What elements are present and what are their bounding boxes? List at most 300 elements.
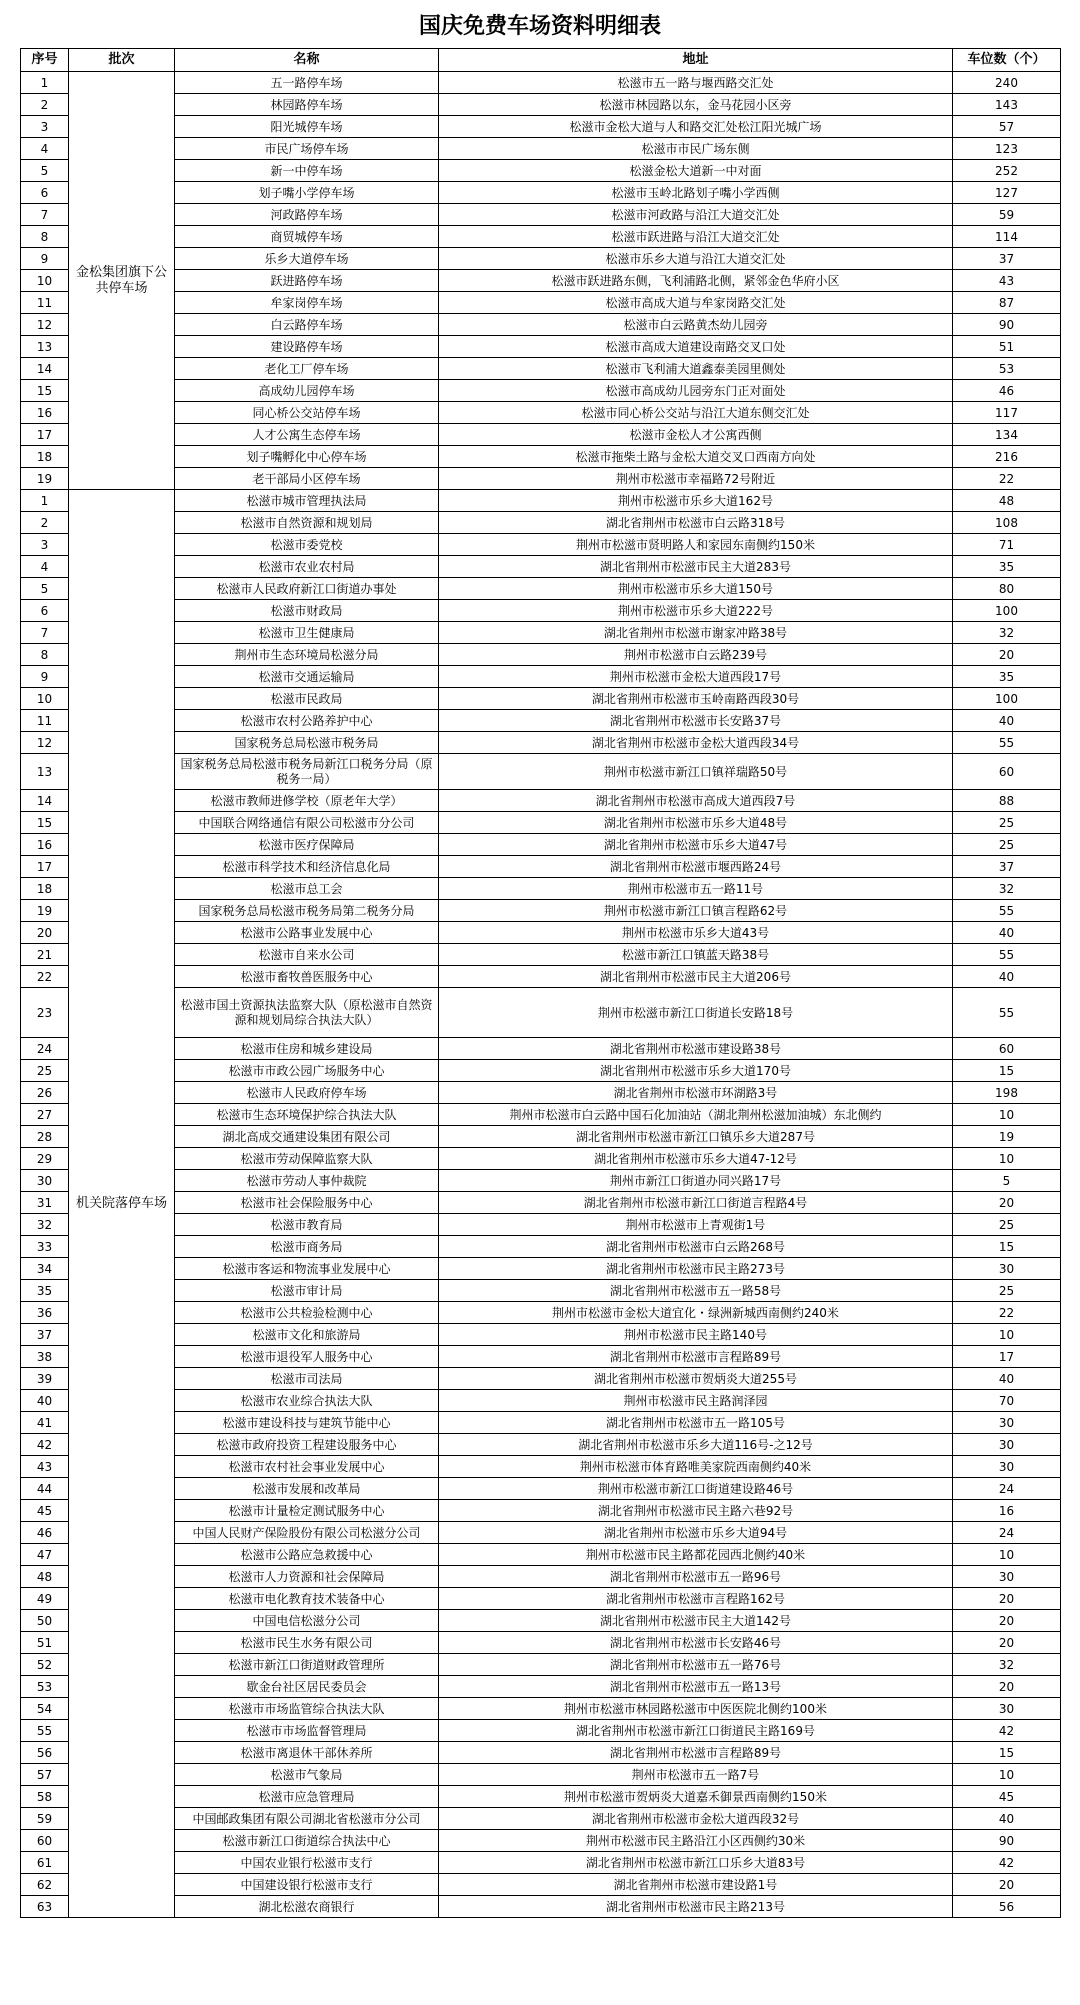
- table-row: [21, 1346, 1061, 1368]
- name-cell: 国家税务总局松滋市税务局: [175, 732, 439, 754]
- spaces-cell: 25: [953, 834, 1061, 856]
- spaces-cell: 20: [953, 644, 1061, 666]
- header-no: 序号: [21, 49, 69, 72]
- name-cell: 松滋市交通运输局: [175, 666, 439, 688]
- row-number: 23: [21, 988, 69, 1038]
- name-cell: 松滋市总工会: [175, 878, 439, 900]
- spaces-cell: 5: [953, 1170, 1061, 1192]
- spaces-cell: 40: [953, 710, 1061, 732]
- name-cell: 松滋市住房和城乡建设局: [175, 1038, 439, 1060]
- name-cell: 划子嘴小学停车场: [175, 182, 439, 204]
- table-row: [21, 644, 1061, 666]
- table-row: [21, 1148, 1061, 1170]
- address-cell: 荆州市松滋市金松大道西段17号: [439, 666, 953, 688]
- spaces-cell: 143: [953, 94, 1061, 116]
- address-cell: 湖北省荆州市松滋市新江口街道言程路4号: [439, 1192, 953, 1214]
- spaces-cell: 87: [953, 292, 1061, 314]
- name-cell: 松滋市公共检验检测中心: [175, 1302, 439, 1324]
- name-cell: 国家税务总局松滋市税务局新江口税务分局（原税务一局）: [175, 754, 439, 790]
- name-cell: 老化工厂停车场: [175, 358, 439, 380]
- address-cell: 荆州市松滋市白云路239号: [439, 644, 953, 666]
- spaces-cell: 55: [953, 900, 1061, 922]
- row-number: 10: [21, 270, 69, 292]
- name-cell: 松滋市应急管理局: [175, 1786, 439, 1808]
- name-cell: 松滋市生态环境保护综合执法大队: [175, 1104, 439, 1126]
- row-number: 16: [21, 402, 69, 424]
- name-cell: 高成幼儿园停车场: [175, 380, 439, 402]
- spaces-cell: 240: [953, 72, 1061, 94]
- name-cell: 松滋市气象局: [175, 1764, 439, 1786]
- spaces-cell: 40: [953, 966, 1061, 988]
- address-cell: 松滋市林园路以东，金马花园小区旁: [439, 94, 953, 116]
- row-number: 32: [21, 1214, 69, 1236]
- row-number: 6: [21, 182, 69, 204]
- row-number: 22: [21, 966, 69, 988]
- table-row: [21, 138, 1061, 160]
- address-cell: 湖北省荆州市松滋市乐乡大道47-12号: [439, 1148, 953, 1170]
- name-cell: 湖北高成交通建设集团有限公司: [175, 1126, 439, 1148]
- address-cell: 荆州市松滋市体育路唯美家院西南侧约40米: [439, 1456, 953, 1478]
- address-cell: 湖北省荆州市松滋市五一路96号: [439, 1566, 953, 1588]
- row-number: 11: [21, 710, 69, 732]
- row-number: 18: [21, 878, 69, 900]
- address-cell: 荆州市新江口街道办同兴路17号: [439, 1170, 953, 1192]
- address-cell: 松滋市高成大道与牟家岗路交汇处: [439, 292, 953, 314]
- page-title: 国庆免费车场资料明细表: [418, 13, 661, 39]
- name-cell: 歇金台社区居民委员会: [175, 1676, 439, 1698]
- row-number: 61: [21, 1852, 69, 1874]
- spaces-cell: 100: [953, 688, 1061, 710]
- name-cell: 老干部局小区停车场: [175, 468, 439, 490]
- spaces-cell: 60: [953, 754, 1061, 790]
- address-cell: 湖北省荆州市松滋市五一路13号: [439, 1676, 953, 1698]
- spaces-cell: 32: [953, 622, 1061, 644]
- table-row: [21, 754, 1061, 790]
- table-row: [21, 1126, 1061, 1148]
- address-cell: 荆州市松滋市五一路7号: [439, 1764, 953, 1786]
- spaces-cell: 70: [953, 1390, 1061, 1412]
- name-cell: 乐乡大道停车场: [175, 248, 439, 270]
- row-number: 31: [21, 1192, 69, 1214]
- row-number: 60: [21, 1830, 69, 1852]
- table-row: [21, 1742, 1061, 1764]
- address-cell: 荆州市松滋市民主路沿江小区西侧约30米: [439, 1830, 953, 1852]
- address-cell: 荆州市松滋市乐乡大道222号: [439, 600, 953, 622]
- spaces-cell: 35: [953, 556, 1061, 578]
- table-row: [21, 1610, 1061, 1632]
- row-number: 46: [21, 1522, 69, 1544]
- table-row: [21, 812, 1061, 834]
- spaces-cell: 30: [953, 1698, 1061, 1720]
- address-cell: 湖北省荆州市松滋市高成大道西段7号: [439, 790, 953, 812]
- spaces-cell: 30: [953, 1434, 1061, 1456]
- address-cell: 湖北省荆州市松滋市乐乡大道116号-之12号: [439, 1434, 953, 1456]
- row-number: 45: [21, 1500, 69, 1522]
- table-row: [21, 710, 1061, 732]
- table-row: [21, 966, 1061, 988]
- address-cell: 荆州市松滋市乐乡大道43号: [439, 922, 953, 944]
- row-number: 5: [21, 578, 69, 600]
- table-row: [21, 468, 1061, 490]
- name-cell: 松滋市农村社会事业发展中心: [175, 1456, 439, 1478]
- address-cell: 荆州市松滋市幸福路72号附近: [439, 468, 953, 490]
- name-cell: 牟家岗停车场: [175, 292, 439, 314]
- spaces-cell: 252: [953, 160, 1061, 182]
- table-row: [21, 666, 1061, 688]
- row-number: 50: [21, 1610, 69, 1632]
- name-cell: 同心桥公交站停车场: [175, 402, 439, 424]
- row-number: 33: [21, 1236, 69, 1258]
- table-row: [21, 160, 1061, 182]
- address-cell: 荆州市松滋市新江口镇言程路62号: [439, 900, 953, 922]
- table-row: [21, 732, 1061, 754]
- table-row: [21, 1324, 1061, 1346]
- row-number: 47: [21, 1544, 69, 1566]
- spaces-cell: 10: [953, 1104, 1061, 1126]
- name-cell: 松滋市城市管理执法局: [175, 490, 439, 512]
- table-row: [21, 1192, 1061, 1214]
- name-cell: 跃进路停车场: [175, 270, 439, 292]
- spaces-cell: 10: [953, 1148, 1061, 1170]
- name-cell: 松滋市计量检定测试服务中心: [175, 1500, 439, 1522]
- address-cell: 松滋市金松大道与人和路交汇处松江阳光城广场: [439, 116, 953, 138]
- name-cell: 松滋市农业综合执法大队: [175, 1390, 439, 1412]
- table-row: [21, 424, 1061, 446]
- table-row: [21, 1236, 1061, 1258]
- spaces-cell: 45: [953, 1786, 1061, 1808]
- header-batch: 批次: [69, 49, 175, 72]
- spaces-cell: 32: [953, 878, 1061, 900]
- row-number: 25: [21, 1060, 69, 1082]
- address-cell: 松滋市乐乡大道与沿江大道交汇处: [439, 248, 953, 270]
- name-cell: 市民广场停车场: [175, 138, 439, 160]
- table-row: [21, 578, 1061, 600]
- name-cell: 松滋市审计局: [175, 1280, 439, 1302]
- name-cell: 松滋市财政局: [175, 600, 439, 622]
- table-row: [21, 1676, 1061, 1698]
- spaces-cell: 114: [953, 226, 1061, 248]
- address-cell: 湖北省荆州市松滋市言程路162号: [439, 1588, 953, 1610]
- spaces-cell: 127: [953, 182, 1061, 204]
- row-number: 20: [21, 922, 69, 944]
- row-number: 19: [21, 468, 69, 490]
- parking-table: [20, 48, 1061, 1918]
- name-cell: 松滋市商务局: [175, 1236, 439, 1258]
- address-cell: 湖北省荆州市松滋市堰西路24号: [439, 856, 953, 878]
- address-cell: 松滋市新江口镇蓝天路38号: [439, 944, 953, 966]
- address-cell: 湖北省荆州市松滋市五一路58号: [439, 1280, 953, 1302]
- table-row: [21, 1698, 1061, 1720]
- address-cell: 荆州市松滋市贺炳炎大道嘉禾御景西南侧约150米: [439, 1786, 953, 1808]
- address-cell: 湖北省荆州市松滋市新江口乐乡大道83号: [439, 1852, 953, 1874]
- header-spaces: 车位数（个）: [953, 49, 1061, 72]
- row-number: 12: [21, 314, 69, 336]
- spaces-cell: 88: [953, 790, 1061, 812]
- address-cell: 荆州市松滋市新江口街道长安路18号: [439, 988, 953, 1038]
- name-cell: 松滋市司法局: [175, 1368, 439, 1390]
- spaces-cell: 25: [953, 1280, 1061, 1302]
- name-cell: 商贸城停车场: [175, 226, 439, 248]
- address-cell: 湖北省荆州市松滋市乐乡大道48号: [439, 812, 953, 834]
- address-cell: 湖北省荆州市松滋市金松大道西段34号: [439, 732, 953, 754]
- spaces-cell: 10: [953, 1544, 1061, 1566]
- table-row: [21, 1720, 1061, 1742]
- spaces-cell: 37: [953, 856, 1061, 878]
- name-cell: 新一中停车场: [175, 160, 439, 182]
- address-cell: 湖北省荆州市松滋市建设路1号: [439, 1874, 953, 1896]
- row-number: 10: [21, 688, 69, 710]
- address-cell: 湖北省荆州市松滋市民主路213号: [439, 1896, 953, 1918]
- name-cell: 松滋市社会保险服务中心: [175, 1192, 439, 1214]
- spaces-cell: 17: [953, 1346, 1061, 1368]
- table-row: [21, 204, 1061, 226]
- table-row: [21, 1830, 1061, 1852]
- row-number: 39: [21, 1368, 69, 1390]
- table-row: [21, 1566, 1061, 1588]
- name-cell: 中国联合网络通信有限公司松滋市分公司: [175, 812, 439, 834]
- address-cell: 湖北省荆州市松滋市长安路37号: [439, 710, 953, 732]
- spaces-cell: 90: [953, 314, 1061, 336]
- address-cell: 荆州市松滋市贤明路人和家园东南侧约150米: [439, 534, 953, 556]
- row-number: 4: [21, 138, 69, 160]
- table-row: [21, 446, 1061, 468]
- spaces-cell: 35: [953, 666, 1061, 688]
- name-cell: 松滋市市场监管综合执法大队: [175, 1698, 439, 1720]
- row-number: 2: [21, 94, 69, 116]
- name-cell: 松滋市退役军人服务中心: [175, 1346, 439, 1368]
- row-number: 1: [21, 490, 69, 512]
- spaces-cell: 22: [953, 1302, 1061, 1324]
- name-cell: 松滋市人民政府停车场: [175, 1082, 439, 1104]
- spaces-cell: 55: [953, 732, 1061, 754]
- name-cell: 松滋市发展和改革局: [175, 1478, 439, 1500]
- address-cell: 松滋市高成幼儿园旁东门正对面处: [439, 380, 953, 402]
- name-cell: 划子嘴孵化中心停车场: [175, 446, 439, 468]
- table-row: [21, 1302, 1061, 1324]
- table-row: [21, 402, 1061, 424]
- row-number: 49: [21, 1588, 69, 1610]
- row-number: 44: [21, 1478, 69, 1500]
- row-number: 58: [21, 1786, 69, 1808]
- address-cell: 湖北省荆州市松滋市新江口镇乐乡大道287号: [439, 1126, 953, 1148]
- table-row: [21, 1500, 1061, 1522]
- table-row: [21, 1874, 1061, 1896]
- spaces-cell: 53: [953, 358, 1061, 380]
- row-number: 13: [21, 754, 69, 790]
- name-cell: 人才公寓生态停车场: [175, 424, 439, 446]
- table-row: [21, 1478, 1061, 1500]
- address-cell: 湖北省荆州市松滋市乐乡大道170号: [439, 1060, 953, 1082]
- row-number: 24: [21, 1038, 69, 1060]
- address-cell: 松滋市跃进路东侧，飞利浦路北侧，紧邻金色华府小区: [439, 270, 953, 292]
- row-number: 7: [21, 622, 69, 644]
- spaces-cell: 10: [953, 1764, 1061, 1786]
- row-number: 30: [21, 1170, 69, 1192]
- spaces-cell: 24: [953, 1522, 1061, 1544]
- table-row: [21, 490, 1061, 512]
- spaces-cell: 25: [953, 1214, 1061, 1236]
- address-cell: 松滋市市民广场东侧: [439, 138, 953, 160]
- row-number: 14: [21, 358, 69, 380]
- name-cell: 中国电信松滋分公司: [175, 1610, 439, 1632]
- spaces-cell: 48: [953, 490, 1061, 512]
- spaces-cell: 20: [953, 1192, 1061, 1214]
- spaces-cell: 60: [953, 1038, 1061, 1060]
- table-row: [21, 314, 1061, 336]
- spaces-cell: 216: [953, 446, 1061, 468]
- table-row: [21, 1434, 1061, 1456]
- row-number: 55: [21, 1720, 69, 1742]
- name-cell: 松滋市国土资源执法监察大队（原松滋市自然资源和规划局综合执法大队）: [175, 988, 439, 1038]
- table-row: [21, 380, 1061, 402]
- name-cell: 松滋市畜牧兽医服务中心: [175, 966, 439, 988]
- address-cell: 松滋市同心桥公交站与沿江大道东侧交汇处: [439, 402, 953, 424]
- table-row: [21, 1412, 1061, 1434]
- spaces-cell: 46: [953, 380, 1061, 402]
- row-number: 16: [21, 834, 69, 856]
- row-number: 19: [21, 900, 69, 922]
- row-number: 6: [21, 600, 69, 622]
- row-number: 13: [21, 336, 69, 358]
- spaces-cell: 10: [953, 1324, 1061, 1346]
- address-cell: 荆州市松滋市民主路140号: [439, 1324, 953, 1346]
- table-row: [21, 1104, 1061, 1126]
- table-row: [21, 1060, 1061, 1082]
- table-row: [21, 1214, 1061, 1236]
- address-cell: 湖北省荆州市松滋市民主路六巷92号: [439, 1500, 953, 1522]
- spaces-cell: 108: [953, 512, 1061, 534]
- table-row: [21, 988, 1061, 1038]
- name-cell: 松滋市委党校: [175, 534, 439, 556]
- spaces-cell: 20: [953, 1632, 1061, 1654]
- address-cell: 荆州市松滋市乐乡大道162号: [439, 490, 953, 512]
- name-cell: 松滋市公路事业发展中心: [175, 922, 439, 944]
- row-number: 27: [21, 1104, 69, 1126]
- spaces-cell: 42: [953, 1720, 1061, 1742]
- name-cell: 松滋市民政局: [175, 688, 439, 710]
- name-cell: 松滋市劳动人事仲裁院: [175, 1170, 439, 1192]
- row-number: 5: [21, 160, 69, 182]
- name-cell: 国家税务总局松滋市税务局第二税务分局: [175, 900, 439, 922]
- name-cell: 松滋市政府投资工程建设服务中心: [175, 1434, 439, 1456]
- address-cell: 湖北省荆州市松滋市民主大道283号: [439, 556, 953, 578]
- spaces-cell: 20: [953, 1676, 1061, 1698]
- table-row: [21, 1632, 1061, 1654]
- table-row: [21, 336, 1061, 358]
- row-number: 29: [21, 1148, 69, 1170]
- row-number: 40: [21, 1390, 69, 1412]
- address-cell: 湖北省荆州市松滋市环湖路3号: [439, 1082, 953, 1104]
- row-number: 41: [21, 1412, 69, 1434]
- row-number: 63: [21, 1896, 69, 1918]
- address-cell: 湖北省荆州市松滋市长安路46号: [439, 1632, 953, 1654]
- table-row: [21, 1544, 1061, 1566]
- spaces-cell: 30: [953, 1412, 1061, 1434]
- spaces-cell: 20: [953, 1610, 1061, 1632]
- row-number: 35: [21, 1280, 69, 1302]
- spaces-cell: 55: [953, 944, 1061, 966]
- row-number: 51: [21, 1632, 69, 1654]
- table-row: [21, 226, 1061, 248]
- row-number: 18: [21, 446, 69, 468]
- table-row: [21, 1456, 1061, 1478]
- spaces-cell: 20: [953, 1874, 1061, 1896]
- address-cell: 松滋市五一路与堰西路交汇处: [439, 72, 953, 94]
- row-number: 21: [21, 944, 69, 966]
- row-number: 54: [21, 1698, 69, 1720]
- batch-cell: 机关院落停车场: [69, 490, 175, 1918]
- address-cell: 松滋市高成大道建设南路交叉口处: [439, 336, 953, 358]
- address-cell: 湖北省荆州市松滋市民主大道142号: [439, 1610, 953, 1632]
- name-cell: 松滋市离退休干部休养所: [175, 1742, 439, 1764]
- name-cell: 林园路停车场: [175, 94, 439, 116]
- table-row: [21, 512, 1061, 534]
- spaces-cell: 37: [953, 248, 1061, 270]
- row-number: 59: [21, 1808, 69, 1830]
- row-number: 52: [21, 1654, 69, 1676]
- spaces-cell: 25: [953, 812, 1061, 834]
- name-cell: 荆州市生态环境局松滋分局: [175, 644, 439, 666]
- spaces-cell: 30: [953, 1566, 1061, 1588]
- table-row: [21, 1038, 1061, 1060]
- spaces-cell: 42: [953, 1852, 1061, 1874]
- name-cell: 松滋市农村公路养护中心: [175, 710, 439, 732]
- spaces-cell: 56: [953, 1896, 1061, 1918]
- name-cell: 松滋市文化和旅游局: [175, 1324, 439, 1346]
- address-cell: 湖北省荆州市松滋市白云路318号: [439, 512, 953, 534]
- name-cell: 松滋市农业农村局: [175, 556, 439, 578]
- address-cell: 松滋市白云路黄杰幼儿园旁: [439, 314, 953, 336]
- spaces-cell: 40: [953, 922, 1061, 944]
- spaces-cell: 59: [953, 204, 1061, 226]
- address-cell: 湖北省荆州市松滋市贺炳炎大道255号: [439, 1368, 953, 1390]
- name-cell: 五一路停车场: [175, 72, 439, 94]
- row-number: 3: [21, 534, 69, 556]
- row-number: 48: [21, 1566, 69, 1588]
- table-row: [21, 1522, 1061, 1544]
- table-row: [21, 1654, 1061, 1676]
- address-cell: 松滋市拖柴土路与金松大道交叉口西南方向处: [439, 446, 953, 468]
- name-cell: 松滋市建设科技与建筑节能中心: [175, 1412, 439, 1434]
- row-number: 8: [21, 226, 69, 248]
- name-cell: 松滋市电化教育技术装备中心: [175, 1588, 439, 1610]
- row-number: 36: [21, 1302, 69, 1324]
- table-row: [21, 94, 1061, 116]
- table-row: [21, 1808, 1061, 1830]
- name-cell: 中国人民财产保险股份有限公司松滋分公司: [175, 1522, 439, 1544]
- address-cell: 荆州市松滋市新江口街道建设路46号: [439, 1478, 953, 1500]
- address-cell: 湖北省荆州市松滋市白云路268号: [439, 1236, 953, 1258]
- address-cell: 湖北省荆州市松滋市民主大道206号: [439, 966, 953, 988]
- name-cell: 松滋市教育局: [175, 1214, 439, 1236]
- name-cell: 松滋市新江口街道综合执法中心: [175, 1830, 439, 1852]
- address-cell: 湖北省荆州市松滋市玉岭南路西段30号: [439, 688, 953, 710]
- spaces-cell: 15: [953, 1236, 1061, 1258]
- name-cell: 松滋市科学技术和经济信息化局: [175, 856, 439, 878]
- table-row: [21, 790, 1061, 812]
- table-row: [21, 292, 1061, 314]
- batch-cell: 金松集团旗下公共停车场: [69, 72, 175, 490]
- name-cell: 松滋市人力资源和社会保障局: [175, 1566, 439, 1588]
- row-number: 17: [21, 424, 69, 446]
- table-row: [21, 358, 1061, 380]
- row-number: 62: [21, 1874, 69, 1896]
- name-cell: 松滋市自来水公司: [175, 944, 439, 966]
- address-cell: 松滋市玉岭北路划子嘴小学西侧: [439, 182, 953, 204]
- table-row: [21, 1368, 1061, 1390]
- table-row: [21, 688, 1061, 710]
- header-address: 地址: [439, 49, 953, 72]
